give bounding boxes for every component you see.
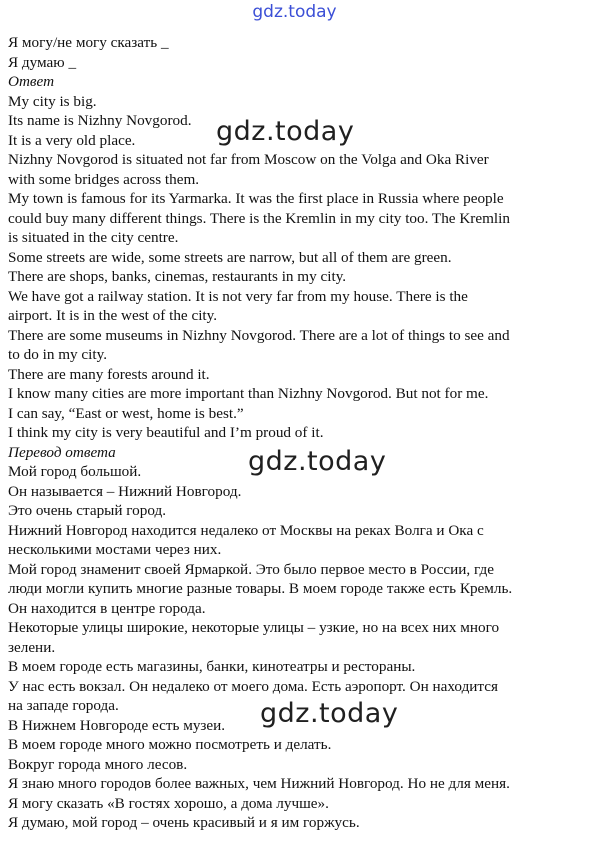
watermark: gdz.today	[216, 116, 355, 147]
watermark: gdz.today	[260, 698, 399, 729]
text-line: Я думаю _	[8, 53, 77, 71]
text-line: зелени.	[8, 638, 56, 656]
text-line: airport. It is in the west of the city.	[8, 307, 218, 324]
text-line: Он называется – Нижний Новгород.	[8, 482, 242, 500]
text-line: на западе города.	[8, 697, 119, 714]
text-line: to do in my city.	[8, 346, 107, 363]
text-line: I think my city is very beautiful and I’m proud of it.	[8, 424, 324, 441]
text-line: Nizhny Novgorod is situated not far from Moscow on the Volga and Oka River	[8, 151, 489, 168]
text-line: Я знаю много городов более важных, чем Нижний Новгород. Но не для меня.	[8, 775, 510, 792]
text-line: Некоторые улицы широкие, некоторые улицы – узкие, но на всех них много	[8, 619, 500, 636]
text-line: В моем городе много можно посмотреть и делать.	[8, 736, 332, 753]
text-line: Мой город знаменит своей Ярмаркой. Это было первое место в России, где	[8, 560, 494, 578]
text-line: Я могу/не могу сказать _	[8, 34, 169, 51]
watermark: gdz.today	[248, 446, 387, 477]
text-line: Вокруг города много лесов.	[8, 755, 188, 773]
section-heading: Ответ	[8, 73, 55, 90]
text-line: There are some museums in Nizhny Novgorod. There are a lot of things to see and	[8, 326, 510, 344]
text-line: is situated in the city centre.	[8, 229, 179, 246]
text-line: I know many cities are more important than Nizhny Novgorod. But not for me.	[8, 385, 489, 402]
text-line: There are many forests around it.	[8, 365, 210, 383]
text-line: My city is big.	[8, 92, 97, 110]
text-line: There are shops, banks, cinemas, restaurants in my city.	[8, 268, 347, 285]
text-line: У нас есть вокзал. Он недалеко от моего дома. Есть аэропорт. Он находится	[8, 677, 498, 695]
text-line: I can say, “East or west, home is best.”	[8, 404, 244, 422]
text-line: could buy many different things. There is the Kremlin in my city too. The Kremlin	[8, 209, 510, 227]
text-line: В моем городе есть магазины, банки, кинотеатры и рестораны.	[8, 658, 416, 675]
text-line: Нижний Новгород находится недалеко от Москвы на реках Волга и Ока с	[8, 521, 484, 539]
text-line: It is a very old place.	[8, 131, 136, 149]
text-line: Some streets are wide, some streets are narrow, but all of them are green.	[8, 248, 452, 266]
text-line: Это очень старый город.	[8, 502, 167, 519]
text-line: Мой город большой.	[8, 463, 142, 480]
text-line: Я думаю, мой город – очень красивый и я им горжусь.	[8, 814, 360, 831]
text-line: Its name is Nizhny Novgorod.	[8, 112, 192, 129]
text-line: несколькими мостами через них.	[8, 541, 222, 558]
text-line: Я могу сказать «В гостях хорошо, а дома лучше».	[8, 794, 329, 812]
header-watermark: gdz.today	[252, 2, 337, 22]
section-heading: Перевод ответа	[8, 443, 116, 461]
text-line: We have got a railway station. It is not very far from my house. There is the	[8, 287, 468, 305]
text-line: В Нижнем Новгороде есть музеи.	[8, 716, 226, 734]
text-line: My town is famous for its Yarmarka. It was the first place in Russia where people	[8, 190, 504, 207]
text-line: Он находится в центре города.	[8, 599, 206, 617]
text-line: люди могли купить многие разные товары. В моем городе также есть Кремль.	[8, 580, 513, 597]
text-line: with some bridges across them.	[8, 170, 200, 188]
